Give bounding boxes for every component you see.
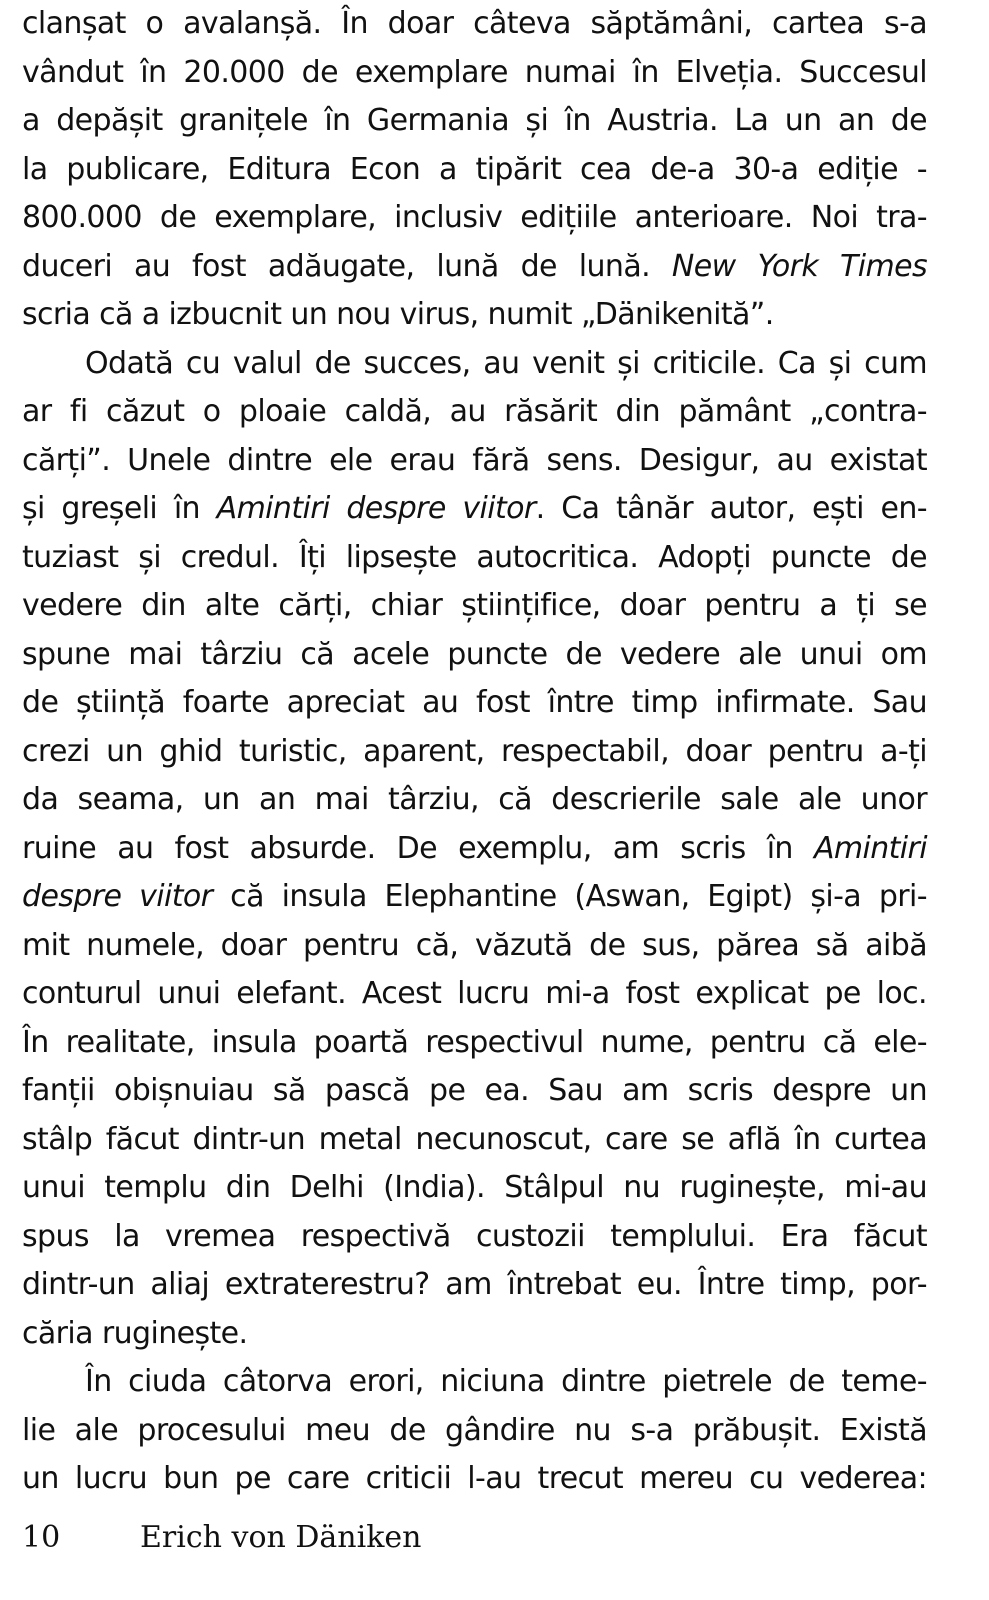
text-segment: da seama, un an mai târziu, că descrierile sale ale unor [22, 782, 927, 817]
text-segment: a depășit granițele în Germania și în Austria. La un an de [22, 103, 927, 138]
text-line [22, 49, 927, 98]
text-line [22, 0, 927, 49]
text-segment: . Ca tânăr autor, ești en- [535, 491, 927, 526]
text-segment: clanșat o avalanșă. În doar câteva săptămâni, cartea s-a [22, 6, 927, 41]
text-line [22, 1358, 927, 1407]
italic-title: New York Times [671, 248, 927, 284]
text-line [22, 970, 927, 1019]
text-segment: lie ale procesului meu de gândire nu s-a prăbușit. Există [22, 1412, 927, 1448]
text-segment: 800.000 de exemplare, inclusiv edițiile anterioare. Noi tra- [22, 200, 927, 235]
text-segment: un lucru bun pe care criticii l-au trecut mereu cu vederea: [22, 1461, 927, 1496]
text-line [22, 873, 927, 922]
text-segment: fanții obișnuiau să pască pe ea. Sau am scris despre un [22, 1073, 927, 1108]
text-line [22, 679, 927, 728]
text-segment: Odată cu valul de succes, au venit și criticile. Ca și cum [85, 345, 927, 381]
text-line [22, 340, 927, 389]
text-line [22, 194, 927, 243]
running-head: Erich von Däniken [140, 1520, 422, 1555]
page-number: 10 [22, 1520, 61, 1555]
text-segment: stâlp făcut dintr-un metal necunoscut, care se află în curtea [22, 1121, 927, 1157]
text-segment: și greșeli în [22, 491, 217, 526]
text-line [22, 1164, 927, 1213]
italic-title: despre viitor [22, 879, 213, 914]
text-segment: dintr-un aliaj extraterestru? am întrebat eu. Între timp, por- [22, 1267, 927, 1302]
text-segment: crezi un ghid turistic, aparent, respectabil, doar pentru a-ți [22, 733, 927, 769]
text-line [22, 1019, 927, 1068]
text-line [22, 146, 927, 195]
text-line [22, 388, 927, 437]
text-line [22, 1455, 927, 1504]
text-segment: ruine au fost absurde. De exemplu, am scris în [22, 830, 814, 866]
text-segment: conturul unui elefant. Acest lucru mi-a fost explicat pe loc. [22, 976, 927, 1011]
text-line [22, 97, 927, 146]
text-segment: unui templu din Delhi (India). Stâlpul nu ruginește, mi-au [22, 1170, 927, 1205]
text-segment: vândut în 20.000 de exemplare numai în Elveția. Succesul [22, 54, 927, 90]
text-line [22, 291, 927, 340]
text-line [22, 776, 927, 825]
text-segment: scria că a izbucnit un nou virus, numit „Dänikenită”. [22, 297, 774, 332]
text-line [22, 534, 927, 583]
italic-title: Amintiri [813, 830, 927, 866]
text-line [22, 1407, 927, 1456]
text-line [22, 728, 927, 777]
text-segment: vedere din alte cărți, chiar științifice, doar pentru a ți se [22, 588, 927, 623]
text-line [22, 1261, 927, 1310]
text-line [22, 1213, 927, 1262]
text-segment: În realitate, insula poartă respectivul nume, pentru că ele- [22, 1024, 927, 1060]
text-line [22, 243, 927, 292]
body-text [22, 0, 927, 1504]
text-line [22, 437, 927, 486]
text-segment: mit numele, doar pentru că, văzută de sus, părea să aibă [22, 927, 927, 963]
text-segment: la publicare, Editura Econ a tipărit cea de-a 30-a ediție - [22, 151, 927, 187]
text-line [22, 631, 927, 680]
italic-title: Amintiri despre viitor [216, 491, 536, 526]
text-segment: În ciuda câtorva erori, niciuna dintre pietrele de teme- [85, 1364, 927, 1399]
text-segment: de știință foarte apreciat au fost între timp infirmate. Sau [22, 685, 927, 720]
page-footer [22, 1514, 421, 1562]
text-line [22, 1310, 927, 1359]
text-segment: că insula Elephantine (Aswan, Egipt) și-a pri- [212, 879, 927, 914]
text-segment: căria ruginește. [22, 1315, 248, 1351]
text-line [22, 485, 927, 534]
text-line [22, 1116, 927, 1165]
text-segment: cărți”. Unele dintre ele erau fără sens. Desigur, au existat [22, 442, 927, 478]
text-segment: duceri au fost adăugate, lună de lună. [22, 248, 672, 284]
text-segment: tuziast și credul. Îți lipsește autocritica. Adopți puncte de [22, 539, 927, 575]
text-line [22, 825, 927, 874]
text-segment: ar fi căzut o ploaie caldă, au răsărit din pământ „contra- [22, 394, 927, 429]
text-line [22, 582, 927, 631]
text-line [22, 922, 927, 971]
text-segment: spune mai târziu că acele puncte de vedere ale unui om [22, 636, 927, 672]
text-segment: spus la vremea respectivă custozii templului. Era făcut [22, 1218, 927, 1254]
text-line [22, 1067, 927, 1116]
